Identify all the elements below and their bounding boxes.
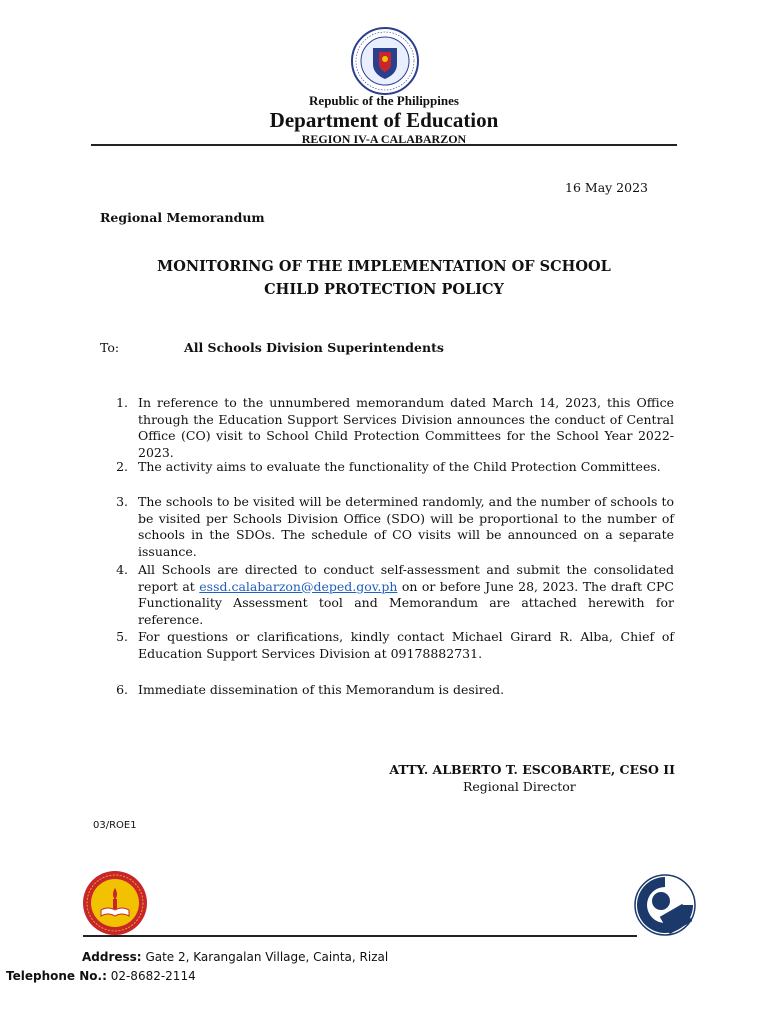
item-number: 2. [116, 459, 128, 474]
memo-title: MONITORING OF THE IMPLEMENTATION OF SCHOOL CHILD PROTECTION POLICY [157, 258, 611, 298]
email-link[interactable]: essd.calabarzon@deped.gov.ph [199, 578, 398, 594]
memo-date: 16 May 2023 [565, 180, 648, 195]
region-heading: REGION IV-A CALABARZON [301, 132, 467, 145]
department-heading: Department of Education [269, 108, 499, 132]
tuv-iso-certification-icon [633, 873, 697, 937]
to-label: To: [100, 340, 120, 355]
reference-code: 03/ROE1 [93, 820, 137, 831]
to-recipient: All Schools Division Superintendents [184, 340, 444, 355]
memo-type: Regional Memorandum [100, 210, 265, 225]
item-text: The schools to be visited will be determined randomly, and the number of schools to be visited per Schools Division Office (SDO) will be proportional to the number of schools in the SDOs. The schedule of CO visits will be announced on a separate issuance. [138, 494, 674, 559]
item-number: 4. [116, 562, 128, 577]
republic-heading: Republic of the Philippines [309, 93, 459, 108]
address-value: Gate 2, Karangalan Village, Cainta, Rizal [145, 950, 389, 964]
item-text-before-link: All Schools are directed to conduct self-assessment and submit the consolidated report at [138, 562, 674, 594]
item-number: 1. [116, 395, 128, 410]
header-divider [91, 144, 677, 146]
item-text: The activity aims to evaluate the functionality of the Child Protection Committees. [138, 459, 661, 474]
footer-address [82, 950, 388, 964]
item-text: Immediate dissemination of this Memorandum is desired. [138, 682, 505, 697]
deped-seal-icon [350, 26, 420, 96]
item-text [138, 562, 674, 628]
telephone-value: 02-8682-2114 [110, 969, 196, 983]
signer-name: ATTY. ALBERTO T. ESCOBARTE, CESO II [389, 762, 675, 777]
footer-telephone [6, 969, 196, 983]
telephone-label: Telephone No.: [6, 969, 107, 983]
footer-divider [83, 935, 637, 937]
item-text: For questions or clarifications, kindly contact Michael Girard R. Alba, Chief of Education Support Services Division at 09178882731. [138, 629, 674, 661]
signer-title: Regional Director [463, 779, 576, 794]
address-label: Address: [82, 950, 142, 964]
item-number: 6. [116, 682, 128, 697]
deped-region-logo-icon [82, 870, 148, 936]
item-text-after-link: on or before June 28, 2023. The draft CPC Functionality Assessment tool and Memorandum are attached herewith for reference. [138, 578, 674, 627]
item-number: 5. [116, 629, 128, 644]
item-text: In reference to the unnumbered memorandum dated March 14, 2023, this Office through the Education Support Services Division announces the conduct of Central Office (CO) visit to School Child Protection Committees for the School Year 2022-2023. [138, 395, 674, 460]
item-number: 3. [116, 494, 128, 509]
